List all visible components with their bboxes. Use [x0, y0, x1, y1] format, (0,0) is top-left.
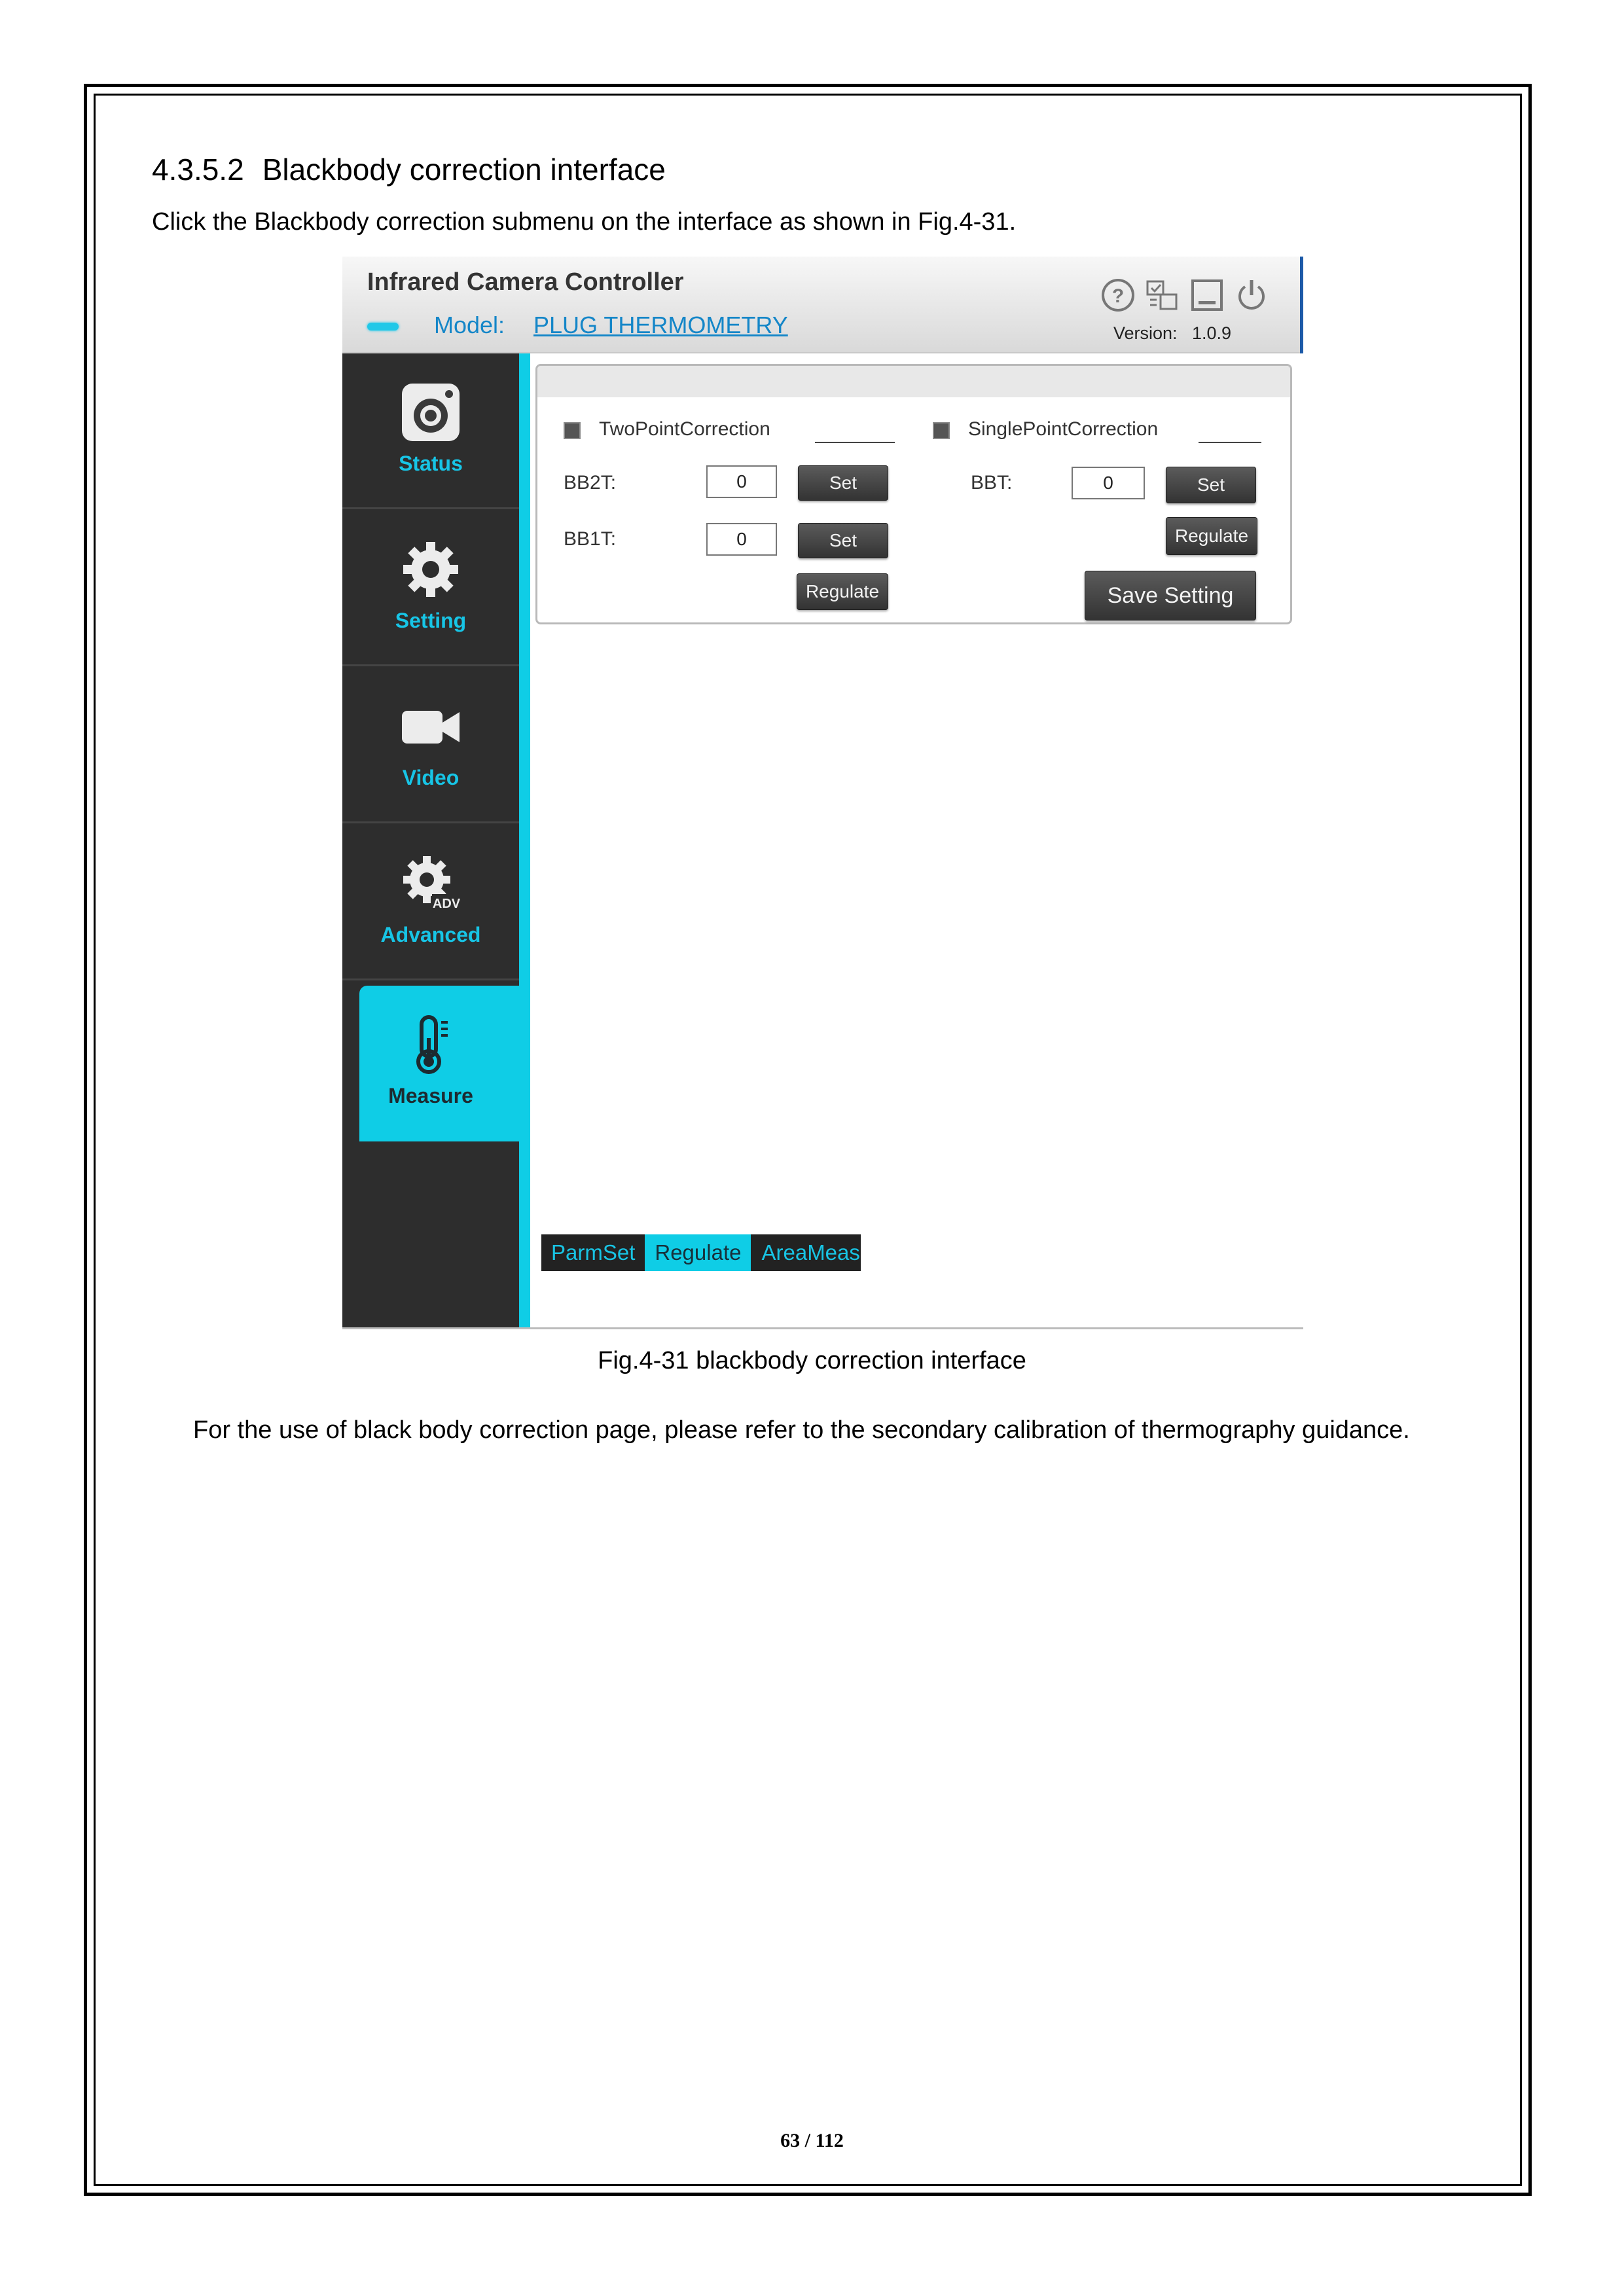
- camera-icon: [398, 380, 463, 445]
- sidebar-item-advanced[interactable]: [342, 825, 519, 980]
- tab-regulate[interactable]: Regulate: [645, 1234, 751, 1271]
- sidebar-item-measure[interactable]: [359, 986, 519, 1141]
- bbt-set-button[interactable]: Set: [1166, 467, 1256, 503]
- body-paragraph: For the use of black body correction page, please refer to the secondary calibration of thermography guidance.: [193, 1416, 1410, 1444]
- two-point-checkbox[interactable]: [564, 422, 581, 439]
- app-window: [342, 257, 1303, 1329]
- svg-text:ADV: ADV: [432, 897, 461, 911]
- tab-parmset[interactable]: ParmSet: [541, 1234, 645, 1271]
- app-window-edge: [1300, 257, 1303, 353]
- power-icon[interactable]: [1234, 278, 1269, 313]
- thermometer-icon: [398, 1012, 463, 1077]
- save-setting-button[interactable]: Save Setting: [1085, 571, 1256, 620]
- two-point-label: TwoPointCorrection: [599, 418, 770, 440]
- gear-icon: [398, 537, 463, 602]
- tab-areameas[interactable]: AreaMeas: [751, 1234, 861, 1271]
- sidebar-item-setting[interactable]: [342, 511, 519, 666]
- bb2t-label: BB2T:: [564, 472, 617, 493]
- sidebar-item-label: Setting: [395, 609, 467, 632]
- model-label: Model:: [434, 312, 505, 338]
- sidebar-accent-bar: [519, 353, 530, 1327]
- svg-text:?: ?: [1111, 285, 1125, 307]
- version-label: Version:: [1113, 323, 1178, 343]
- section-title: Blackbody correction interface: [262, 152, 666, 187]
- minimize-icon[interactable]: [1189, 278, 1225, 313]
- two-point-regulate-button[interactable]: Regulate: [797, 573, 888, 610]
- sidebar-item-status[interactable]: [342, 353, 519, 509]
- bb2t-set-button[interactable]: Set: [798, 465, 888, 501]
- sidebar: [342, 353, 519, 1327]
- app-header: [342, 257, 1303, 353]
- single-point-checkbox[interactable]: [933, 422, 950, 439]
- sidebar-item-label: Measure: [388, 1084, 473, 1107]
- single-point-label: SinglePointCorrection: [968, 418, 1159, 440]
- bb1t-label: BB1T:: [564, 528, 617, 550]
- model-indicator: [367, 323, 399, 331]
- bottom-tabs: [541, 1234, 861, 1271]
- figure-caption: Fig.4-31 blackbody correction interface: [598, 1347, 1026, 1374]
- single-point-regulate-button[interactable]: Regulate: [1166, 517, 1257, 555]
- section-heading: [152, 152, 666, 187]
- content-area: [530, 353, 1303, 1327]
- bb1t-set-button[interactable]: Set: [798, 523, 888, 558]
- bb1t-input[interactable]: 0: [706, 523, 777, 556]
- section-number: 4.3.5.2: [152, 152, 244, 187]
- help-icon[interactable]: [1100, 278, 1136, 313]
- switch-window-icon[interactable]: [1145, 278, 1180, 313]
- intro-text: Click the Blackbody correction submenu on the interface as shown in Fig.4-31.: [152, 208, 1017, 236]
- two-point-underline: [815, 442, 895, 443]
- version-value: 1.0.9: [1192, 323, 1232, 343]
- bbt-input[interactable]: 0: [1072, 467, 1145, 499]
- panel-header-bar: [537, 366, 1290, 397]
- advanced-gear-icon: [398, 851, 463, 916]
- app-title: Infrared Camera Controller: [367, 268, 684, 296]
- sidebar-item-label: Video: [402, 766, 460, 789]
- bbt-label: BBT:: [971, 472, 1013, 493]
- sidebar-item-label: Status: [399, 452, 463, 475]
- page-number: 63 / 112: [780, 2130, 844, 2151]
- sidebar-item-label: Advanced: [380, 923, 481, 946]
- video-camera-icon: [398, 694, 463, 759]
- sidebar-item-video[interactable]: [342, 668, 519, 823]
- correction-panel: [535, 364, 1292, 624]
- single-point-underline: [1199, 442, 1261, 443]
- bb2t-input[interactable]: 0: [706, 465, 777, 498]
- model-value-link[interactable]: PLUG THERMOMETRY: [533, 312, 788, 338]
